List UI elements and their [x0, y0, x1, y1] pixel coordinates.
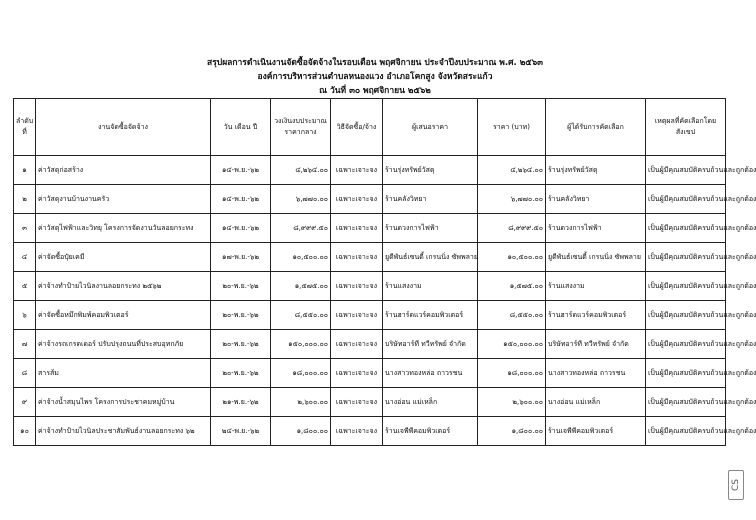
table-row	[14, 243, 726, 272]
row-bidder: ร้านรุ่งทรัพย์วัสดุ	[383, 156, 478, 185]
row-method: เฉพาะเจาะจง	[331, 214, 383, 243]
row-item: สารส้ม	[36, 359, 211, 388]
col-header-winner: ผู้ได้รับการคัดเลือก	[546, 99, 646, 156]
row-budget: ๑๕๐,๐๐๐.๐๐	[271, 330, 331, 359]
col-header-item: งานจัดซื้อจัดจ้าง	[36, 99, 211, 156]
table-row	[14, 214, 726, 243]
table-row	[14, 272, 726, 301]
row-no: ๘	[14, 359, 36, 388]
row-method: เฉพาะเจาะจง	[331, 272, 383, 301]
row-item: ค่าจ้างรถเกรดเดอร์ ปรับปรุงถนนที่ประสบอุทกภัย	[36, 330, 211, 359]
row-winner: ร้านรุ่งทรัพย์วัสดุ	[546, 156, 646, 185]
row-winner: นางอ่อน แม่เหล็ก	[546, 388, 646, 417]
table-row	[14, 388, 726, 417]
row-bidder: ร้านเจพีพีคอมพิวเตอร์	[383, 417, 478, 446]
row-reason: เป็นผู้มีคุณสมบัติครบถ้วนและถูกต้อง	[646, 243, 726, 272]
col-header-budget: วงเงินงบประมาณ ราคากลาง	[271, 99, 331, 156]
row-winner: ร้านคลังวิทยา	[546, 185, 646, 214]
report-title: สรุปผลการดำเนินงานจัดซื้อจัดจ้างในรอบเดือน พฤศจิกายน ประจำปีงบประมาณ พ.ศ. ๒๕๖๓	[207, 58, 543, 68]
row-date: ๒๐-พ.ย.-๖๒	[211, 330, 271, 359]
row-budget: ๘,๙๙๙.๕๐	[271, 214, 331, 243]
row-budget: ๖,๗๗๐.๐๐	[271, 185, 331, 214]
col-header-no: ลำดับที่	[14, 99, 36, 156]
row-bidder: ยูดีพันธ์เซนดี้ เกรนนิ่ง ซัพพลาย	[383, 243, 478, 272]
row-date: ๑๔-พ.ย.-๖๒	[211, 156, 271, 185]
row-bidder: ร้านคลังวิทยา	[383, 185, 478, 214]
row-date: ๒๐-พ.ย.-๖๒	[211, 301, 271, 330]
row-winner: ร้านแสงงาม	[546, 272, 646, 301]
row-price: ๘,๙๙๙.๕๐	[478, 214, 546, 243]
row-date: ๑๔-พ.ย.-๖๒	[211, 185, 271, 214]
row-winner: บริษัทอาร์ที ทวีทรัพย์ จำกัด	[546, 330, 646, 359]
row-winner: ยูดีพันธ์เซนดี้ เกรนนิ่ง ซัพพลาย	[546, 243, 646, 272]
row-date: ๒๔-พ.ย.-๖๒	[211, 417, 271, 446]
row-budget: ๑,๕๗๕.๐๐	[271, 272, 331, 301]
row-item: ค่าจ้างทำป้ายไวนิลประชาสัมพันธ์งานลอยกระทง ๖๒	[36, 417, 211, 446]
row-price: ๘,๕๕๐.๐๐	[478, 301, 546, 330]
col-header-date: วัน เดือน ปี	[211, 99, 271, 156]
col-header-bidder: ผู้เสนอราคา	[383, 99, 478, 156]
row-reason: เป็นผู้มีคุณสมบัติครบถ้วนและถูกต้อง	[646, 156, 726, 185]
row-method: เฉพาะเจาะจง	[331, 243, 383, 272]
table-row	[14, 156, 726, 185]
row-bidder: ร้านแสงงาม	[383, 272, 478, 301]
row-price: ๖,๗๗๐.๐๐	[478, 185, 546, 214]
row-budget: ๑๐,๕๐๐.๐๐	[271, 243, 331, 272]
table-row	[14, 185, 726, 214]
organization-name: องค์การบริหารส่วนตำบลหนองแวง อำเภอโคกสูง จังหวัดสระแก้ว	[257, 72, 493, 82]
row-item: ค่าจ้างน้ำสมุนไพร โครงการประชาคมหมู่บ้าน	[36, 388, 211, 417]
row-price: ๑๐,๕๐๐.๐๐	[478, 243, 546, 272]
row-bidder: ร้านฮาร์ดแวร์คอมพิวเตอร์	[383, 301, 478, 330]
row-budget: ๑,๘๐๐.๐๐	[271, 417, 331, 446]
document-header	[0, 56, 750, 98]
row-item: ค่าจัดซื้อปุ๋ยเคมี	[36, 243, 211, 272]
row-date: ๒๐-พ.ย.-๖๒	[211, 272, 271, 301]
row-reason: เป็นผู้มีคุณสมบัติครบถ้วนและถูกต้อง	[646, 330, 726, 359]
row-price: ๑๘,๐๐๐.๐๐	[478, 359, 546, 388]
row-price: ๑,๕๗๕.๐๐	[478, 272, 546, 301]
row-date: ๒๐-พ.ย.-๖๒	[211, 359, 271, 388]
row-price: ๒,๖๐๐.๐๐	[478, 388, 546, 417]
col-header-price: ราคา (บาท)	[478, 99, 546, 156]
row-reason: เป็นผู้มีคุณสมบัติครบถ้วนและถูกต้อง	[646, 185, 726, 214]
table-row	[14, 330, 726, 359]
row-bidder: ร้านดวงการไฟฟ้า	[383, 214, 478, 243]
col-header-method: วิธีจัดซื้อ/จ้าง	[331, 99, 383, 156]
row-item: ค่าวัสดุงานบ้านงานครัว	[36, 185, 211, 214]
row-price: ๑๕๐,๐๐๐.๐๐	[478, 330, 546, 359]
row-item: ค่าวัสดุก่อสร้าง	[36, 156, 211, 185]
row-reason: เป็นผู้มีคุณสมบัติครบถ้วนและถูกต้อง	[646, 417, 726, 446]
col-header-reason: เหตุผลที่คัดเลือกโดยสังเขป	[646, 99, 726, 156]
row-method: เฉพาะเจาะจง	[331, 185, 383, 214]
row-date: ๑๔-พ.ย.-๖๒	[211, 214, 271, 243]
table-row	[14, 359, 726, 388]
row-no: ๗	[14, 330, 36, 359]
row-no: ๖	[14, 301, 36, 330]
report-date: ณ วันที่ ๓๐ พฤศจิกายน ๒๕๖๒	[319, 86, 431, 96]
row-method: เฉพาะเจาะจง	[331, 156, 383, 185]
row-winner: ร้านฮาร์ดแวร์คอมพิวเตอร์	[546, 301, 646, 330]
row-no: ๑	[14, 156, 36, 185]
row-budget: ๘,๕๕๐.๐๐	[271, 301, 331, 330]
row-price: ๔,๒๖๔.๐๐	[478, 156, 546, 185]
table-row	[14, 301, 726, 330]
row-winner: ร้านเจพีพีคอมพิวเตอร์	[546, 417, 646, 446]
procurement-table	[13, 98, 756, 446]
table-row	[14, 417, 726, 446]
row-date: ๑๗-พ.ย.-๖๒	[211, 243, 271, 272]
row-winner: นางสาวทองหล่อ ถาวรชน	[546, 359, 646, 388]
row-item: ค่าจ้างทำป้ายไวนิลงานลอยกระทง ๒๕๖๒	[36, 272, 211, 301]
row-reason: เป็นผู้มีคุณสมบัติครบถ้วนและถูกต้อง	[646, 359, 726, 388]
row-item: ค่าวัสดุไฟฟ้าและวิทยุ โครงการจัดงานวันลอยกระทง	[36, 214, 211, 243]
row-reason: เป็นผู้มีคุณสมบัติครบถ้วนและถูกต้อง	[646, 214, 726, 243]
row-method: เฉพาะเจาะจง	[331, 417, 383, 446]
row-no: ๙	[14, 388, 36, 417]
row-method: เฉพาะเจาะจง	[331, 359, 383, 388]
table-header-row	[14, 99, 726, 156]
scanner-watermark-badge: CS	[728, 470, 744, 500]
row-method: เฉพาะเจาะจง	[331, 388, 383, 417]
row-no: ๕	[14, 272, 36, 301]
row-no: ๓	[14, 214, 36, 243]
row-method: เฉพาะเจาะจง	[331, 330, 383, 359]
row-bidder: นางสาวทองหล่อ ถาวรชน	[383, 359, 478, 388]
row-date: ๒๑-พ.ย.-๖๒	[211, 388, 271, 417]
row-no: ๒	[14, 185, 36, 214]
row-budget: ๔,๒๖๔.๐๐	[271, 156, 331, 185]
row-no: ๑๐	[14, 417, 36, 446]
row-reason: เป็นผู้มีคุณสมบัติครบถ้วนและถูกต้อง	[646, 388, 726, 417]
row-reason: เป็นผู้มีคุณสมบัติครบถ้วนและถูกต้อง	[646, 301, 726, 330]
row-item: ค่าจัดซื้อหมึกพิมพ์คอมพิวเตอร์	[36, 301, 211, 330]
row-winner: ร้านดวงการไฟฟ้า	[546, 214, 646, 243]
row-method: เฉพาะเจาะจง	[331, 301, 383, 330]
row-price: ๑,๘๐๐.๐๐	[478, 417, 546, 446]
row-bidder: บริษัทอาร์ที ทวีทรัพย์ จำกัด	[383, 330, 478, 359]
row-budget: ๑๘,๐๐๐.๐๐	[271, 359, 331, 388]
row-no: ๔	[14, 243, 36, 272]
row-budget: ๒,๖๐๐.๐๐	[271, 388, 331, 417]
row-reason: เป็นผู้มีคุณสมบัติครบถ้วนและถูกต้อง	[646, 272, 726, 301]
row-bidder: นางอ่อน แม่เหล็ก	[383, 388, 478, 417]
